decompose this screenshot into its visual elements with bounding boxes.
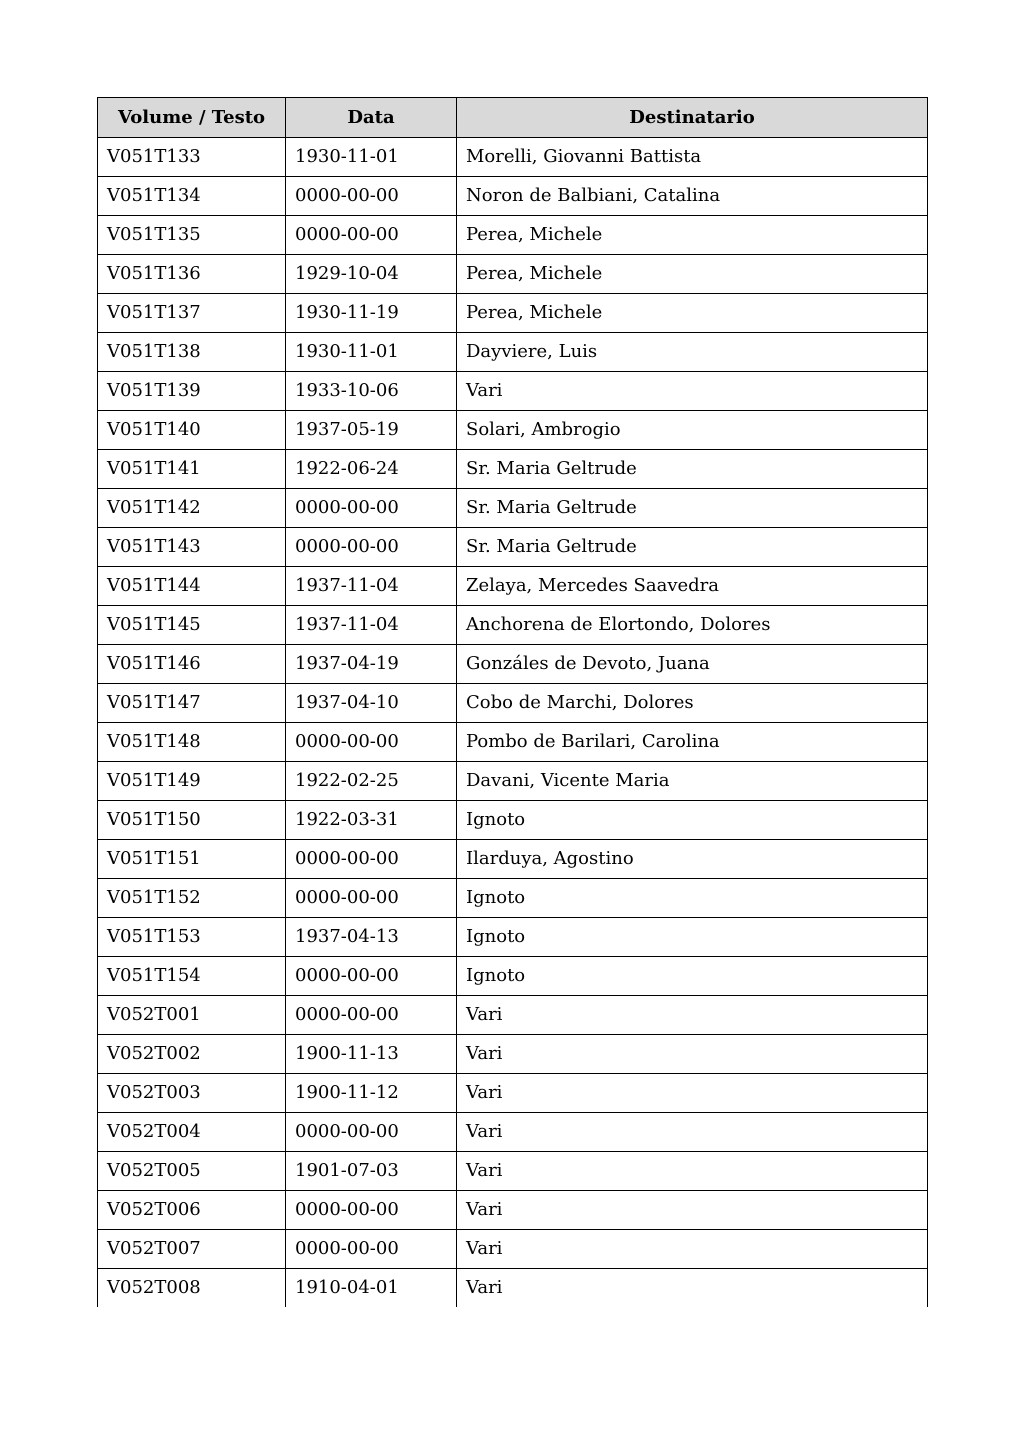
cell-volume: V052T005 [98, 1152, 286, 1191]
table-row [98, 411, 928, 450]
table-row [98, 333, 928, 372]
cell-date: 0000-00-00 [286, 879, 457, 918]
cell-date: 1937-04-10 [286, 684, 457, 723]
table-row [98, 450, 928, 489]
cell-volume: V051T151 [98, 840, 286, 879]
cell-volume: V051T147 [98, 684, 286, 723]
table-row [98, 879, 928, 918]
table-row [98, 528, 928, 567]
cell-volume: V051T152 [98, 879, 286, 918]
cell-date: 1901-07-03 [286, 1152, 457, 1191]
table-row [98, 723, 928, 762]
cell-date: 1933-10-06 [286, 372, 457, 411]
column-header-volume: Volume / Testo [98, 98, 286, 138]
table-row [98, 372, 928, 411]
table-row [98, 255, 928, 294]
cell-recipient: Perea, Michele [457, 216, 928, 255]
table-row [98, 138, 928, 177]
cell-date: 0000-00-00 [286, 1113, 457, 1152]
cell-recipient: Dayviere, Luis [457, 333, 928, 372]
cell-date: 1937-05-19 [286, 411, 457, 450]
cell-date: 0000-00-00 [286, 840, 457, 879]
cell-date: 1930-11-01 [286, 333, 457, 372]
cell-recipient: Sr. Maria Geltrude [457, 528, 928, 567]
cell-volume: V051T144 [98, 567, 286, 606]
cell-recipient: Perea, Michele [457, 255, 928, 294]
cell-date: 1900-11-13 [286, 1035, 457, 1074]
cell-volume: V052T003 [98, 1074, 286, 1113]
cell-date: 1930-11-19 [286, 294, 457, 333]
cell-volume: V051T133 [98, 138, 286, 177]
cell-volume: V051T154 [98, 957, 286, 996]
table-row [98, 1152, 928, 1191]
cell-recipient: Noron de Balbiani, Catalina [457, 177, 928, 216]
cell-volume: V051T138 [98, 333, 286, 372]
cell-volume: V051T145 [98, 606, 286, 645]
cell-recipient: Ignoto [457, 879, 928, 918]
cell-recipient: Vari [457, 1230, 928, 1269]
table-row [98, 1113, 928, 1152]
table-row [98, 606, 928, 645]
cell-volume: V051T146 [98, 645, 286, 684]
cell-date: 0000-00-00 [286, 1191, 457, 1230]
cell-date: 0000-00-00 [286, 528, 457, 567]
table-body [98, 138, 928, 1308]
cell-recipient: Vari [457, 1191, 928, 1230]
cell-volume: V051T143 [98, 528, 286, 567]
cell-date: 0000-00-00 [286, 216, 457, 255]
table-row [98, 1191, 928, 1230]
cell-volume: V052T008 [98, 1269, 286, 1308]
cell-volume: V052T004 [98, 1113, 286, 1152]
column-header-date: Data [286, 98, 457, 138]
cell-date: 1937-04-19 [286, 645, 457, 684]
cell-volume: V051T142 [98, 489, 286, 528]
cell-date: 1910-04-01 [286, 1269, 457, 1308]
cell-recipient: Cobo de Marchi, Dolores [457, 684, 928, 723]
cell-volume: V052T006 [98, 1191, 286, 1230]
cell-recipient: Ignoto [457, 918, 928, 957]
cell-recipient: Vari [457, 1074, 928, 1113]
table-row [98, 684, 928, 723]
cell-date: 0000-00-00 [286, 489, 457, 528]
cell-volume: V051T135 [98, 216, 286, 255]
table-row [98, 957, 928, 996]
cell-date: 1937-11-04 [286, 606, 457, 645]
cell-recipient: Ilarduya, Agostino [457, 840, 928, 879]
cell-recipient: Vari [457, 1113, 928, 1152]
cell-recipient: Solari, Ambrogio [457, 411, 928, 450]
cell-recipient: Vari [457, 996, 928, 1035]
cell-recipient: Vari [457, 372, 928, 411]
cell-volume: V051T150 [98, 801, 286, 840]
cell-volume: V052T007 [98, 1230, 286, 1269]
cell-volume: V052T001 [98, 996, 286, 1035]
cell-volume: V052T002 [98, 1035, 286, 1074]
cell-recipient: Vari [457, 1269, 928, 1308]
cell-volume: V051T149 [98, 762, 286, 801]
cell-date: 1930-11-01 [286, 138, 457, 177]
table-row [98, 1269, 928, 1308]
cell-date: 0000-00-00 [286, 1230, 457, 1269]
cell-recipient: Pombo de Barilari, Carolina [457, 723, 928, 762]
table-row [98, 567, 928, 606]
cell-recipient: Gonzáles de Devoto, Juana [457, 645, 928, 684]
cell-recipient: Morelli, Giovanni Battista [457, 138, 928, 177]
table-row [98, 840, 928, 879]
table-row [98, 1230, 928, 1269]
table-row [98, 177, 928, 216]
cell-volume: V051T134 [98, 177, 286, 216]
cell-date: 1900-11-12 [286, 1074, 457, 1113]
cell-volume: V051T148 [98, 723, 286, 762]
cell-recipient: Perea, Michele [457, 294, 928, 333]
cell-volume: V051T153 [98, 918, 286, 957]
cell-recipient: Davani, Vicente Maria [457, 762, 928, 801]
cell-date: 0000-00-00 [286, 723, 457, 762]
cell-volume: V051T136 [98, 255, 286, 294]
table-header-row [98, 98, 928, 138]
cell-volume: V051T141 [98, 450, 286, 489]
table-row [98, 801, 928, 840]
table-row [98, 762, 928, 801]
table-row [98, 918, 928, 957]
cell-volume: V051T140 [98, 411, 286, 450]
letters-table [97, 97, 928, 1307]
cell-recipient: Anchorena de Elortondo, Dolores [457, 606, 928, 645]
cell-recipient: Zelaya, Mercedes Saavedra [457, 567, 928, 606]
table-row [98, 216, 928, 255]
column-header-recipient: Destinatario [457, 98, 928, 138]
table-row [98, 294, 928, 333]
cell-recipient: Sr. Maria Geltrude [457, 489, 928, 528]
table-row [98, 1074, 928, 1113]
cell-recipient: Vari [457, 1152, 928, 1191]
cell-date: 1922-03-31 [286, 801, 457, 840]
cell-date: 0000-00-00 [286, 957, 457, 996]
table-row [98, 645, 928, 684]
cell-recipient: Ignoto [457, 801, 928, 840]
cell-date: 1922-02-25 [286, 762, 457, 801]
cell-recipient: Sr. Maria Geltrude [457, 450, 928, 489]
table-row [98, 996, 928, 1035]
cell-date: 1937-11-04 [286, 567, 457, 606]
cell-date: 0000-00-00 [286, 177, 457, 216]
cell-date: 0000-00-00 [286, 996, 457, 1035]
cell-volume: V051T137 [98, 294, 286, 333]
cell-date: 1922-06-24 [286, 450, 457, 489]
table-row [98, 489, 928, 528]
cell-recipient: Vari [457, 1035, 928, 1074]
table-row [98, 1035, 928, 1074]
cell-date: 1937-04-13 [286, 918, 457, 957]
cell-recipient: Ignoto [457, 957, 928, 996]
cell-date: 1929-10-04 [286, 255, 457, 294]
cell-volume: V051T139 [98, 372, 286, 411]
